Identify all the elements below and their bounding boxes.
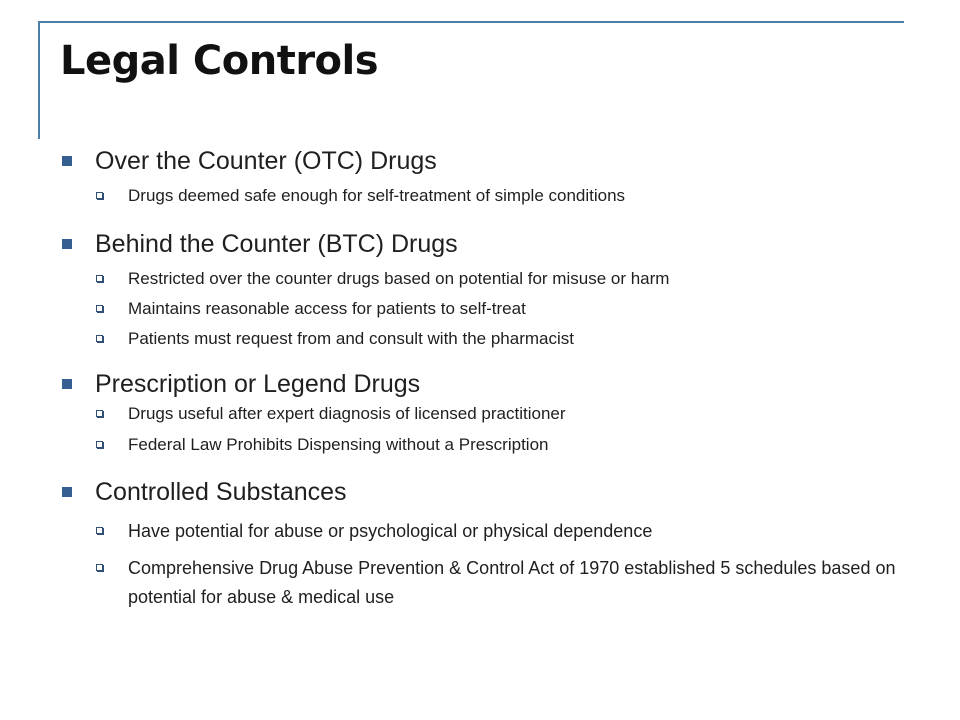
- section-heading-text: Over the Counter (OTC) Drugs: [95, 147, 437, 175]
- hollow-square-bullet-icon: [96, 305, 103, 312]
- section-heading-text: Prescription or Legend Drugs: [95, 370, 421, 398]
- sub-bullet-text: Restricted over the counter drugs based on potential for misuse or harm: [128, 269, 670, 288]
- hollow-square-bullet-icon: [96, 192, 103, 199]
- square-bullet-icon: [62, 239, 72, 249]
- sub-bullet-text: Federal Law Prohibits Dispensing without a Prescription: [128, 435, 549, 454]
- hollow-square-bullet-icon: [96, 527, 103, 534]
- section-heading: [62, 146, 922, 176]
- sub-bullet: [62, 299, 922, 319]
- sub-bullet: [62, 435, 922, 455]
- sub-bullet: [62, 521, 922, 541]
- sub-bullet-text: Maintains reasonable access for patients to self-treat: [128, 299, 526, 318]
- square-bullet-icon: [62, 156, 72, 166]
- section-heading: [62, 229, 922, 259]
- square-bullet-icon: [62, 487, 72, 497]
- slide-title: Legal Controls: [60, 38, 379, 84]
- sub-bullet-text: Comprehensive Drug Abuse Prevention & Control Act of 1970 established 5 schedules based on potential for abuse & medical use: [128, 558, 896, 607]
- hollow-square-bullet-icon: [96, 335, 103, 342]
- section-controlled: [62, 477, 922, 612]
- hollow-square-bullet-icon: [96, 564, 103, 571]
- sub-bullet: [62, 554, 908, 612]
- section-btc: [62, 229, 922, 349]
- bullet-content: [62, 140, 922, 612]
- section-otc: [62, 146, 922, 206]
- sub-bullet: [62, 186, 922, 206]
- sub-bullet: [62, 269, 848, 289]
- frame-left-line: [38, 21, 40, 139]
- section-prescription: [62, 369, 922, 455]
- sub-bullet-text: Have potential for abuse or psychological or physical dependence: [128, 521, 653, 541]
- hollow-square-bullet-icon: [96, 410, 103, 417]
- section-heading-text: Behind the Counter (BTC) Drugs: [95, 230, 458, 258]
- section-heading: [62, 477, 922, 507]
- frame-top-line: [38, 21, 904, 23]
- hollow-square-bullet-icon: [96, 275, 103, 282]
- square-bullet-icon: [62, 379, 72, 389]
- sub-bullet: [62, 329, 922, 349]
- sub-bullet-text: Drugs deemed safe enough for self-treatment of simple conditions: [128, 186, 626, 205]
- sub-bullet: [62, 404, 922, 424]
- section-heading: [62, 369, 922, 399]
- hollow-square-bullet-icon: [96, 441, 103, 448]
- section-heading-text: Controlled Substances: [95, 478, 347, 506]
- sub-bullet-text: Drugs useful after expert diagnosis of licensed practitioner: [128, 404, 566, 423]
- sub-bullet-text: Patients must request from and consult with the pharmacist: [128, 329, 574, 348]
